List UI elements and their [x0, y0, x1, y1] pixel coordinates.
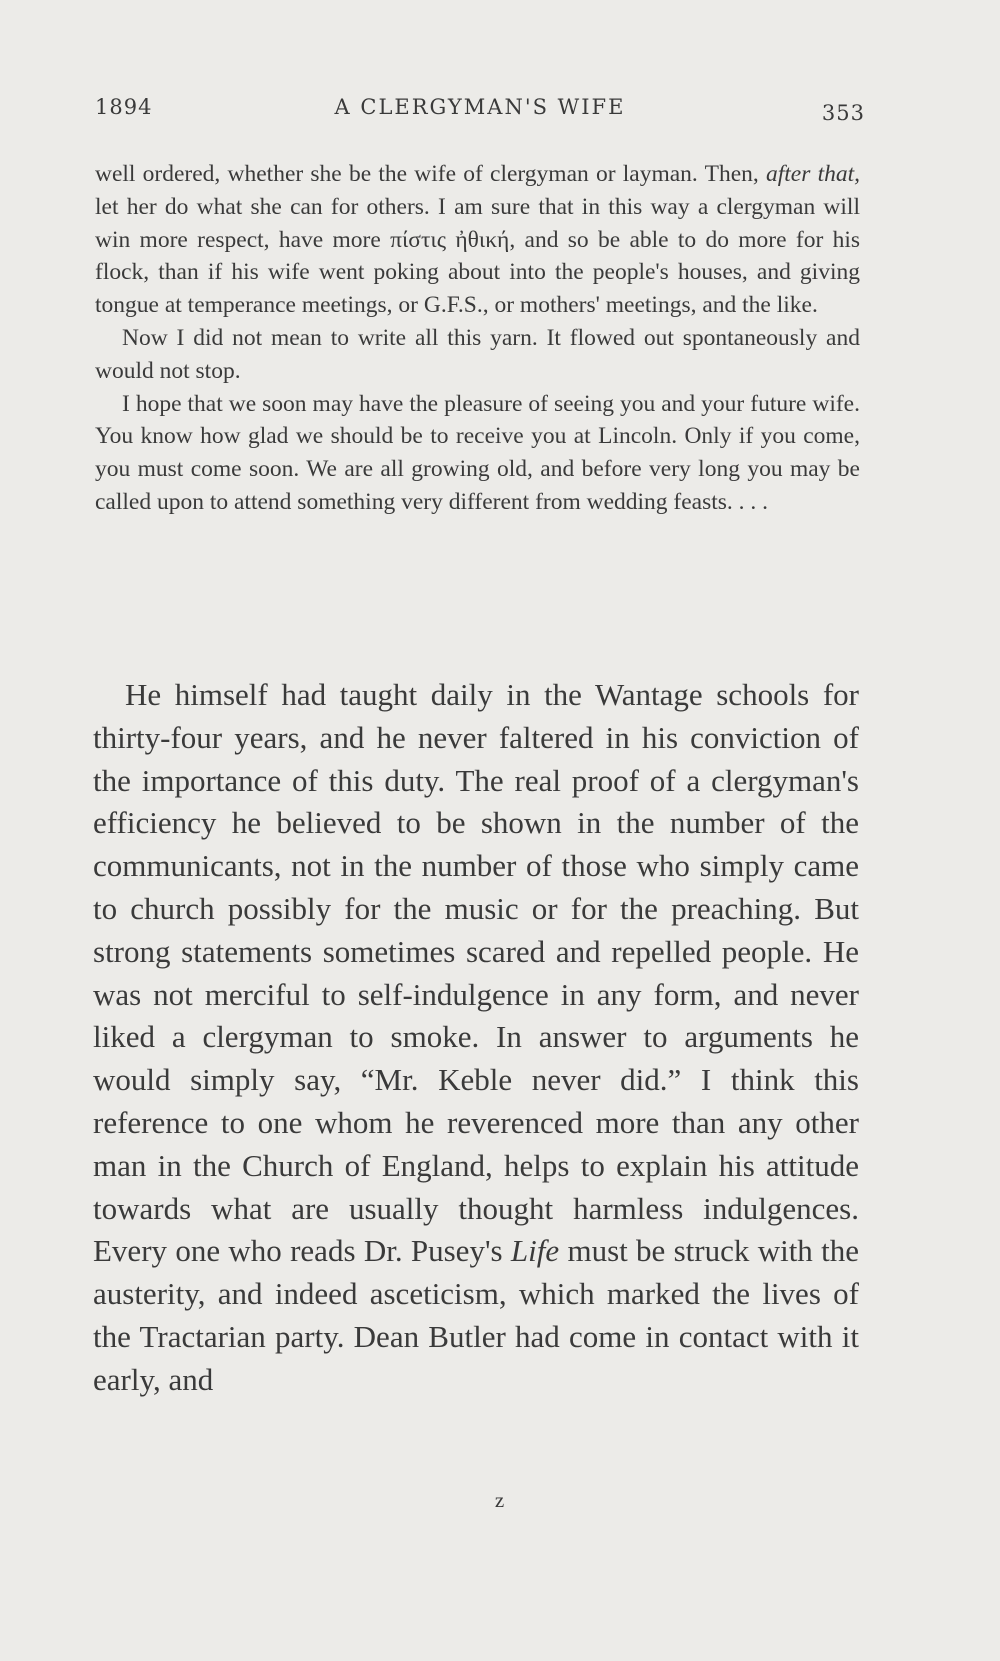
letter-p1-italic: after that,	[765, 161, 860, 187]
signature-mark: z	[494, 1488, 506, 1512]
main-body-text	[93, 674, 859, 1402]
body-paragraph	[93, 674, 859, 1402]
body-italic-life: Life	[510, 1233, 560, 1269]
quoted-letter	[95, 158, 860, 519]
letter-paragraph-3: I hope that we soon may have the pleasure of seeing you and your future wife. You know how glad we should be to receive you at Lincoln. Only if you come, you must come soon. We are all growing old, and before very long you may be called upon to attend something very different from wedding feasts. . . .	[95, 390, 860, 515]
header-year: 1894	[95, 95, 153, 119]
header-title: A CLERGYMAN'S WIFE	[334, 95, 626, 119]
letter-p1-text-a: well ordered, whether she be the wife of clergyman or layman. Then,	[95, 161, 766, 187]
page-number: 353	[821, 101, 865, 125]
letter-paragraph-2: Now I did not mean to write all this yarn. It flowed out spontaneously and would not stop.	[95, 324, 860, 384]
letter-paragraph-1	[95, 158, 860, 322]
letter-p1-text-b: let her do what she can for others. I am sure that in this way a clergyman will win more respect, have more πίστις ἠθική, and so be able to do more for his flock, than if his wife went poking about into the people's houses, and giving tongue at temperance meetings, or G.F.S., or mothers' meetings, and the like.	[95, 193, 860, 319]
body-text-b: must be struck with the austerity, and indeed asceticism, which marked the lives of the Tractarian party. Dean Butler had come in contact with it early, and	[93, 1233, 859, 1397]
body-text-a: He himself had taught daily in the Wantage schools for thirty-four years, and he never faltered in his conviction of the importance of this duty. The real proof of a clergyman's efficiency he believed to be shown in the number of the communicants, not in the number of those who simply came to church possibly for the music or for the preaching. But strong statements sometimes scared and repelled people. He was not merciful to self-indulgence in any form, and never liked a clergyman to smoke. In answer to arguments he would simply say, “Mr. Keble never did.” I think this reference to one whom he reverenced more than any other man in the Church of England, helps to explain his attitude towards what are usually thought harmless indulgences. Every one who reads Dr. Pusey's	[93, 677, 859, 1269]
running-header	[95, 95, 865, 127]
